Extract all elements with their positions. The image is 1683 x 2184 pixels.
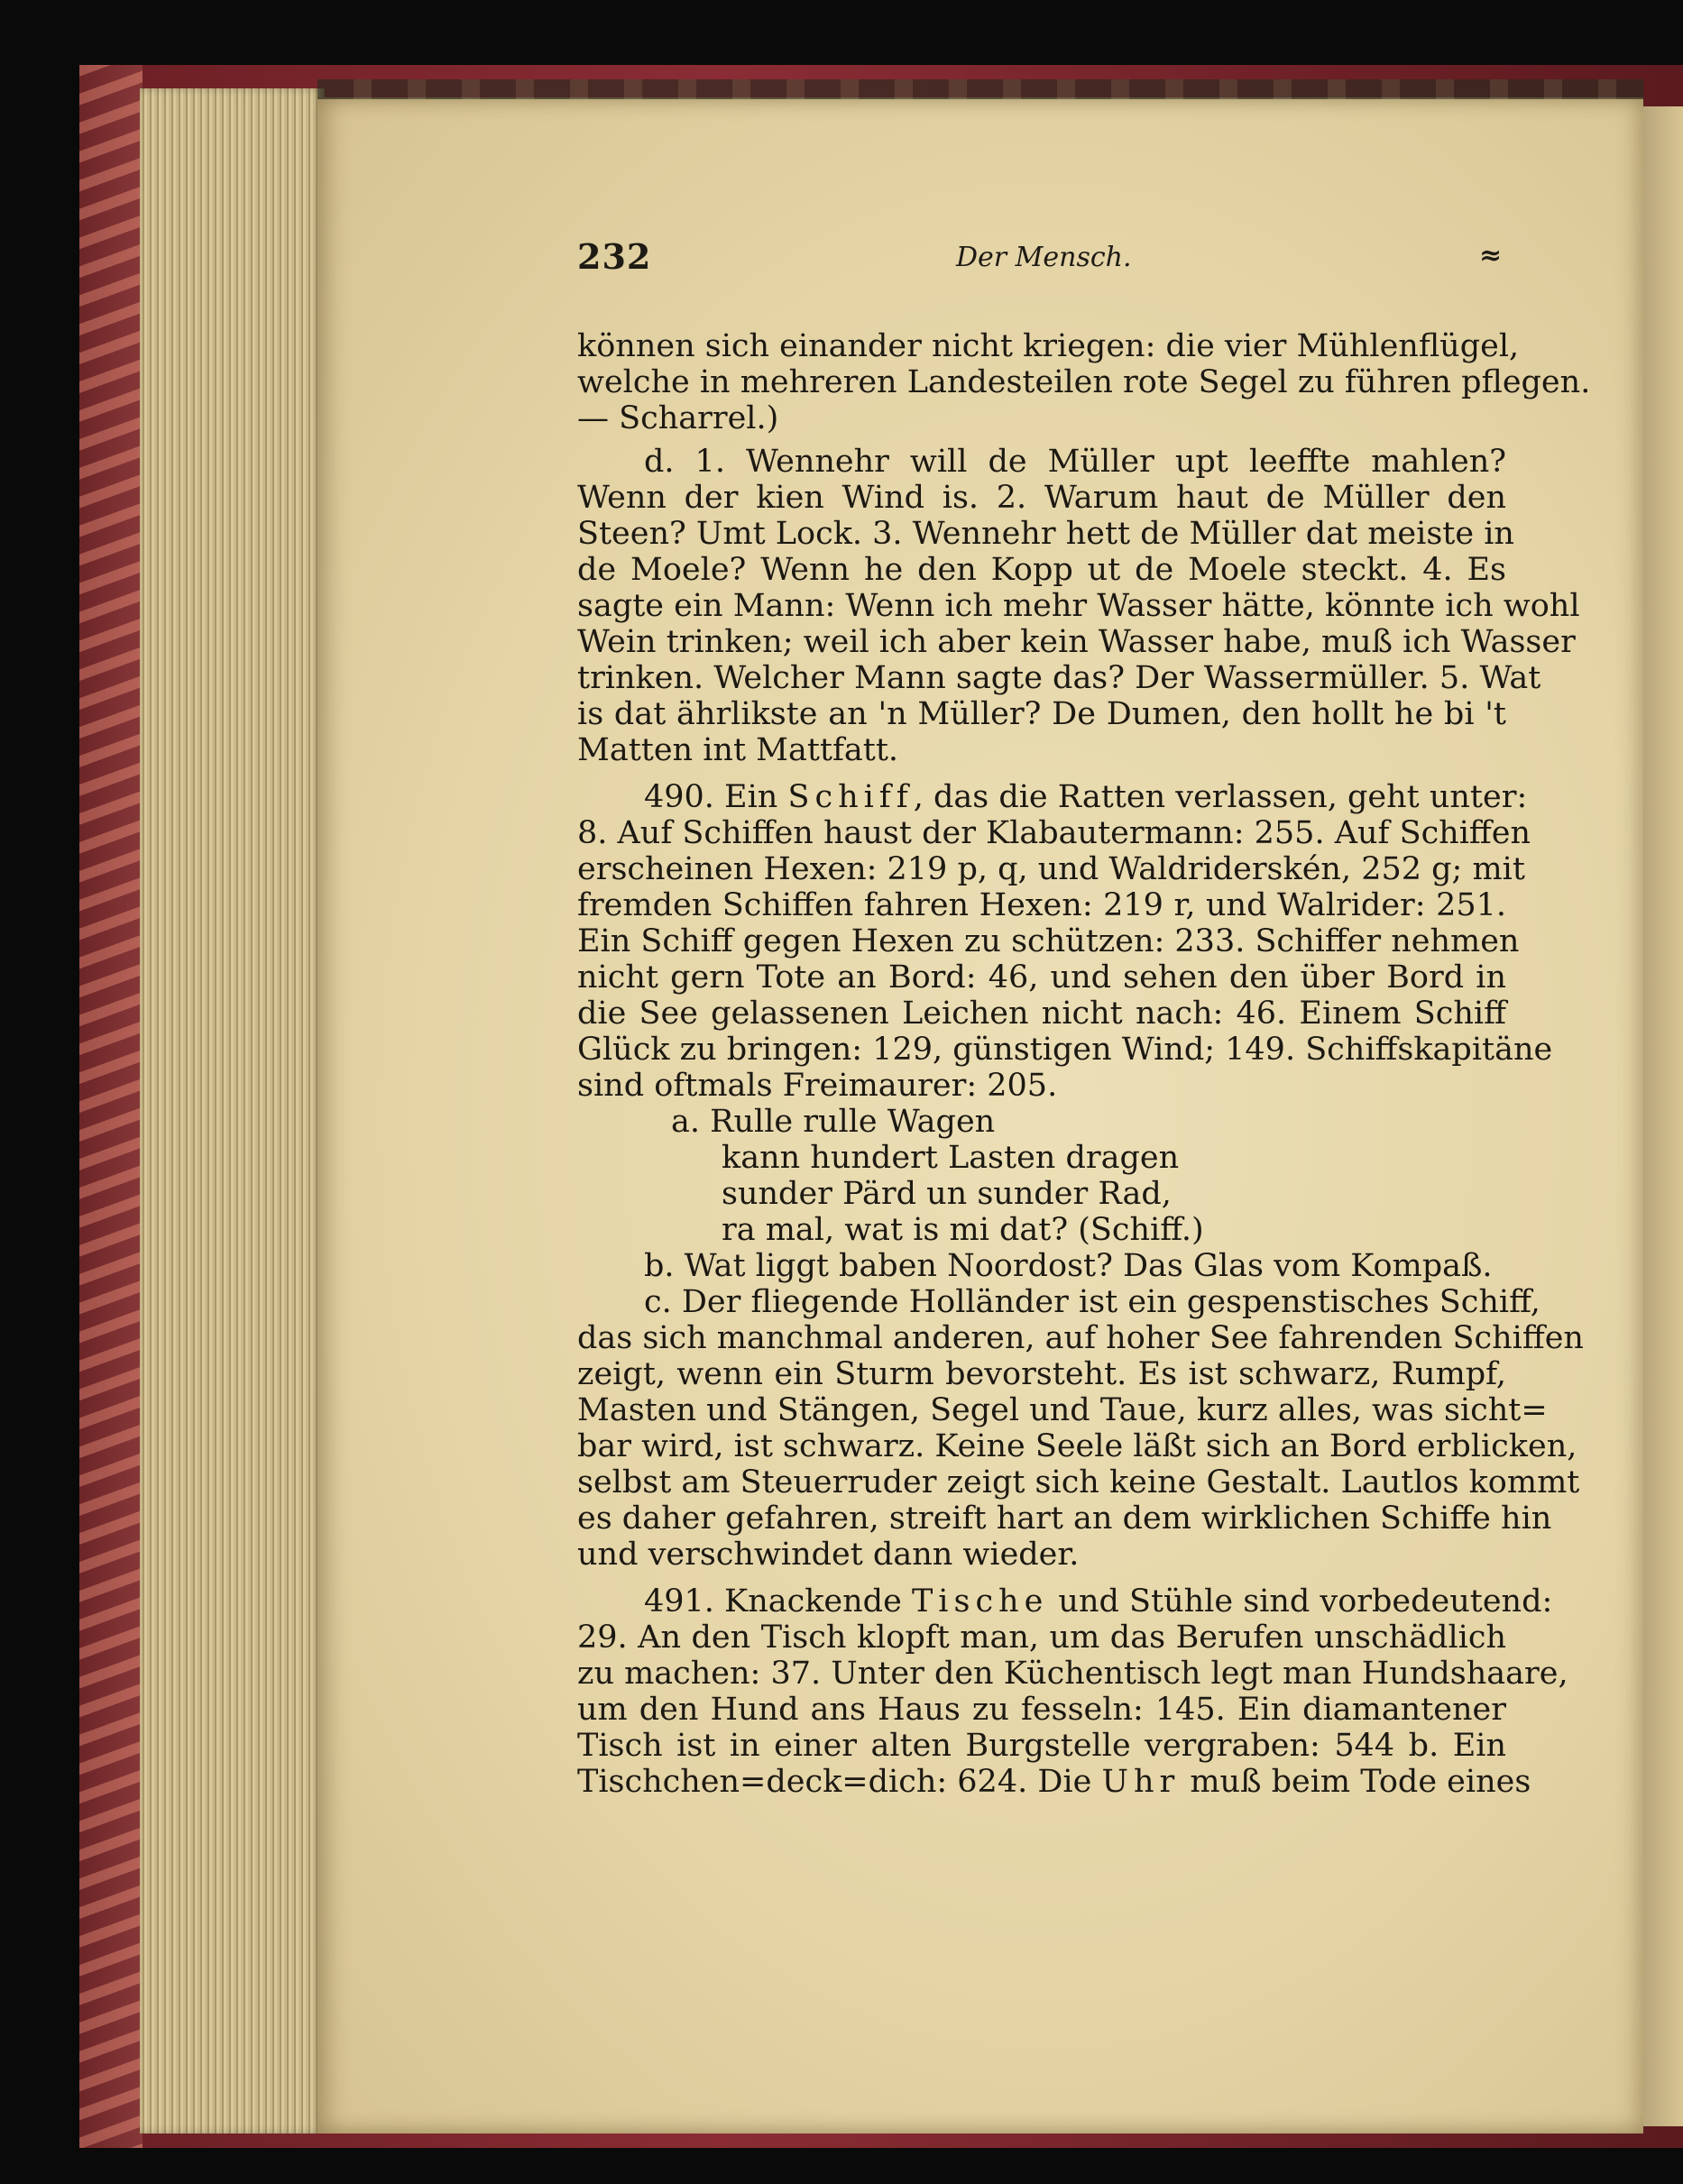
text-line: und verschwindet dann wieder. <box>577 1537 1080 1573</box>
text-line: fremden Schiffen fahren Hexen: 219 r, und Walrider: 251. <box>577 887 1506 923</box>
poem-line: sunder Pärd un sunder Rad, <box>722 1176 1172 1212</box>
text-line: welche in mehreren Landesteilen rote Segel zu führen pflegen. <box>577 364 1591 400</box>
text-line: sagte ein Mann: Wenn ich mehr Wasser hätte, könnte ich wohl <box>577 588 1580 624</box>
text-run: , das die Ratten verlassen, geht unter: <box>913 779 1528 815</box>
text-line: Masten und Stängen, Segel und Taue, kurz alles, was sicht= <box>577 1392 1548 1428</box>
text-line: b. Wat liggt baben Noordost? Das Glas vom Kompaß. <box>644 1248 1493 1284</box>
text-run: Tischchen=deck=dich: 624. Die <box>577 1764 1092 1800</box>
entry-number-text: 491. Knackende <box>644 1583 902 1620</box>
page-stack <box>140 88 325 2134</box>
text-line: zeigt, wenn ein Sturm bevorsteht. Es ist schwarz, Rumpf, <box>577 1356 1506 1392</box>
text-line: Wein trinken; weil ich aber kein Wasser habe, muß ich Wasser <box>577 624 1576 660</box>
text-line: Matten int Mattfatt. <box>577 732 899 768</box>
text-line: Glück zu bringen: 129, günstigen Wind; 149. Schiffskapitäne <box>577 1032 1553 1068</box>
entry-490-heading <box>577 779 1528 815</box>
marbled-edge <box>79 65 143 2148</box>
text-line: sind oftmals Freimaurer: 205. <box>577 1068 1058 1104</box>
poem-line: ra mal, wat is mi dat? (Schiff.) <box>722 1212 1204 1248</box>
facing-page-edge <box>1643 106 1683 2126</box>
page-number: 232 <box>577 236 652 277</box>
text-line: c. Der fliegende Holländer ist ein gespenstisches Schiff, <box>644 1284 1540 1320</box>
text-line: selbst am Steuerruder zeigt sich keine Gestalt. Lautlos kommt <box>577 1464 1580 1500</box>
text-line: — Scharrel.) <box>577 400 779 436</box>
text-line: is dat ährlikste an 'n Müller? De Dumen, den hollt he bi 't <box>577 696 1506 732</box>
running-title: Der Mensch. <box>956 242 1132 273</box>
text-line: können sich einander nicht kriegen: die vier Mühlenflügel, <box>577 328 1520 364</box>
text-line: de Moele? Wenn he den Kopp ut de Moele steckt. 4. Es <box>577 552 1506 588</box>
entry-number-text: 490. Ein <box>644 779 778 815</box>
text-line: trinken. Welcher Mann sagte das? Der Wassermüller. 5. Wat <box>577 660 1541 696</box>
poem-line: a. Rulle rulle Wagen <box>671 1104 996 1140</box>
text-line: 29. An den Tisch klopft man, um das Berufen unschädlich <box>577 1620 1506 1656</box>
text-line: Tisch ist in einer alten Burgstelle vergraben: 544 b. Ein <box>577 1728 1506 1764</box>
text-line: bar wird, ist schwarz. Keine Seele läßt sich an Bord erblicken, <box>577 1428 1577 1464</box>
entry-491-heading <box>577 1583 1553 1620</box>
page-header <box>577 236 1515 290</box>
top-page-edge <box>317 79 1643 99</box>
riddle-poem <box>577 1104 1506 1248</box>
text-line: die See gelassenen Leichen nicht nach: 46. Einem Schiff <box>577 996 1506 1032</box>
spaced-keyword: Tische <box>911 1583 1049 1620</box>
ornament-icon: ≈ <box>1479 240 1503 271</box>
text-line: 8. Auf Schiffen haust der Klabautermann: 255. Auf Schiffen <box>577 815 1531 851</box>
spaced-keyword: Schiff <box>787 779 914 815</box>
text-line: es daher gefahren, streift hart an dem wirklichen Schiffe hin <box>577 1500 1552 1537</box>
text-line: Ein Schiff gegen Hexen zu schützen: 233. Schiffer nehmen <box>577 923 1520 959</box>
text-line: d. 1. Wennehr will de Müller upt leeffte mahlen? <box>644 444 1506 480</box>
text-line: Wenn der kien Wind is. 2. Warum haut de Müller den <box>577 480 1506 516</box>
text-line: um den Hund ans Haus zu fesseln: 145. Ein diamantener <box>577 1692 1506 1728</box>
page-body <box>577 328 1591 1800</box>
text-line: das sich manchmal anderen, auf hoher See fahrenden Schiffen <box>577 1320 1584 1356</box>
text-line: erscheinen Hexen: 219 p, q, und Waldriderskén, 252 g; mit <box>577 851 1525 887</box>
text-line: nicht gern Tote an Bord: 46, und sehen den über Bord in <box>577 959 1506 996</box>
spaced-keyword: Uhr <box>1101 1764 1181 1800</box>
text-line-final <box>577 1764 1531 1800</box>
text-line: zu machen: 37. Unter den Küchentisch legt man Hundshaare, <box>577 1656 1568 1692</box>
text-run: muß beim Tode eines <box>1180 1764 1531 1800</box>
text-run: und Stühle sind vorbedeutend: <box>1048 1583 1553 1620</box>
poem-line: kann hundert Lasten dragen <box>722 1140 1180 1176</box>
text-line: Steen? Umt Lock. 3. Wennehr hett de Müller dat meiste in <box>577 516 1514 552</box>
